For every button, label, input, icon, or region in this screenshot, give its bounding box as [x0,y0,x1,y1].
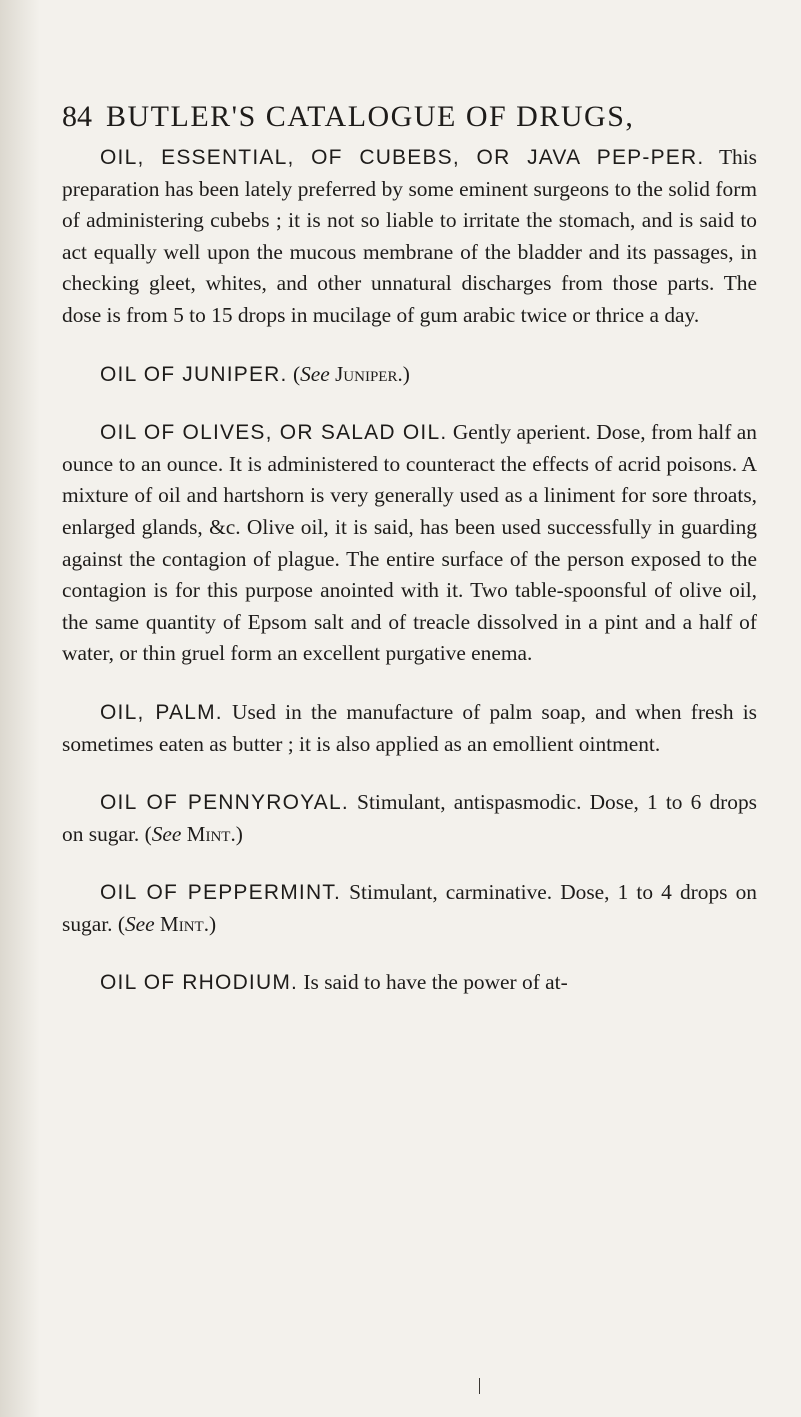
see-word: See [300,361,330,386]
entry-heading: OIL OF JUNIPER. [100,362,288,386]
entry-heading: OIL OF RHODIUM. [100,971,299,995]
entry-oil-pennyroyal [62,787,757,850]
entry-oil-peppermint [62,877,757,940]
see-close-paren: ) [208,911,217,936]
entry-heading: OIL OF PEPPERMINT. [100,881,342,905]
running-title: BUTLER'S CATALOGUE OF DRUGS, [106,100,635,133]
entry-text: Stimulant, carminative. Dose, 1 to 4 drops on sugar. [62,880,757,936]
see-term: Mint. [186,821,236,846]
entry-heading: OIL OF OLIVES, OR SALAD OIL. [100,421,448,445]
entry-text: This preparation has been lately preferred by some eminent surgeons to the solid form of administering cubebs ; it is not so liable to irritate the stomach, and is said to act equally well upon the mucous membrane of the bladder and its passages, in checking gleet, whites, and other unnatural discharges from those parts. The dose is from 5 to 15 drops in mucilage of gum arabic twice or thrice a day. [62,145,757,327]
see-open-paren: ( [144,821,152,846]
see-word: See [151,821,182,846]
see-close-paren: ) [235,821,243,846]
entry-text: Used in the manufacture of palm soap, and when fresh is sometimes eaten as butter ; it is also applied as an emollient ointment. [62,699,757,756]
page-spine-shadow [0,0,40,1417]
see-close-paren: ) [402,361,410,386]
entry-heading: OIL, PALM. [100,700,223,724]
entry-text: Gently aperient. Dose, from half an ounce to an ounce. It is administered to counteract the effects of acrid poisons. A mixture of oil and hartshorn is very generally used as a liniment for sore throats, enlarged glands, &c. Olive oil, it is said, has been used successfully in guarding against the contagion of plague. The entire surface of the person exposed to the contagion is for this purpose anointed with it. Two table-spoonsful of olive oil, the same quantity of Epsom salt and of treacle dissolved in a pint and a half of water, or thin gruel form an excellent purgative enema. [62,420,757,666]
entry-oil-palm [62,697,757,760]
printer-mark [479,1378,480,1394]
entry-heading: OIL, ESSENTIAL, OF CUBEBS, OR JAVA PEP-PER. [100,146,705,169]
entry-heading: OIL OF PENNYROYAL. [100,791,349,815]
see-reference [145,822,243,846]
running-header [62,100,762,134]
see-word: See [124,911,155,936]
see-open-paren: ( [117,911,125,936]
entry-oil-rhodium [62,967,757,999]
entry-text: Stimulant, antispasmodic. Dose, 1 to 6 drops on sugar. [62,790,757,846]
page-number: 84 [62,100,92,133]
page-body [62,142,757,999]
entry-oil-cubebs [62,142,757,332]
see-term: Mint. [160,911,209,936]
see-reference [118,912,216,936]
entry-text: Is said to have the power of at- [303,970,568,995]
entry-oil-juniper [62,359,757,391]
see-open-paren: ( [292,361,301,386]
see-reference [293,362,410,386]
entry-oil-olives [62,417,757,670]
see-term: Juniper. [335,361,403,386]
